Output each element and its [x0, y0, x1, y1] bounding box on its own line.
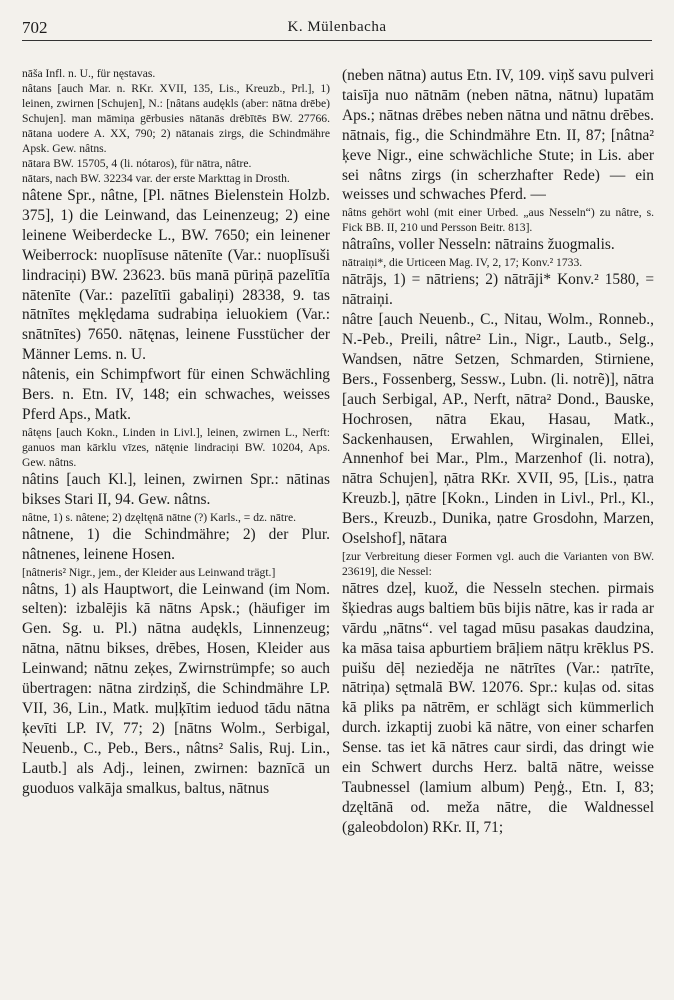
page-number: 702	[22, 18, 48, 37]
entry-natre: nâtre [auch Neuenb., C., Nitau, Wolm., Ronneb., N.-Peb., Preili, nâtre² Lin., Nigr., Lautb., Selg., Wandsen, nātre Setzen, Schmarden, Stirniene, Bers., Fossenberg, Sessw., Lubn. (li. notrẽ)], nātra [auch Serbigal, AP., Nerft, nātra² Dond., Bauske, Hochrosen, nātra Ekau, Hasau, Matk., Sackenhausen, Erwahlen, Wirginalen, Ellei, Annenhof bei Mar., Plm., Marzenhof (li. notra), nātra Schujen], ņātra RKr. XVII, 95, [Lis., ņatra Kreuzb.], ņātre [Kokn., Linden in Livl., Prl., Kl., Bers., Kreuzb., Dunika, ņatre Grosdohn, Marzen, Oselshof], nātara	[342, 311, 654, 548]
right-column	[342, 66, 654, 994]
entry-natens: nâtęns [auch Kokn., Linden in Livl.], leinen, zwirnen L., Nerft: ganuos man kārklu vīzes, nātęnie lindraciņi BW. 10204, Aps. Gew. nâtns.	[22, 425, 330, 469]
entry-natre-note: [zur Verbreitung dieser Formen vgl. auch die Varianten von BW. 23619], die Nessel:	[342, 549, 654, 578]
page-header	[22, 16, 652, 41]
left-column	[22, 66, 330, 994]
entry-natrajs: nātrājs, 1) = nātriens; 2) nātrāji* Konv.² 1580, = nātraiņi.	[342, 271, 654, 309]
entry-natre-senses: nātres dzeļ, kuož, die Nesseln stechen. pirmais šķiedras augs baltiem būs bijis nātre, kas ir rada ar vārdu „nātns“. vel tagad mūsu pasakas daudzina, ka māsa taisa apburtiem brāļiem nātŗu krēklus PS. puišu dēļ nezieděja ne nātrītes (Var.: ņatrīte, nātriņa) sętmalā BW. 12076. Spr.: kuļas od. sitas kā pliks pa nātrēm, er schlägt sich kümmerlich durch. izkaptij zuobi kā nātre, von einer scharfen Sense. tas iet kā nātres caur sirdi, das dringt wie ein Schwert durchs Herz. baltā nātre, weisse Taubnessel (lamium album) Peŋģ., Etn. I, 83; dzęltānā od. meža nātre, die Waldnessel (galeobdolon) RKr. II, 71;	[342, 579, 654, 836]
entry-natrains: nâtraîns, voller Nesseln: nātrains žuogmalis.	[342, 236, 615, 254]
entry-natraini: nātraiņi*, die Urticeen Mag. IV, 2, 17; Konv.² 1733.	[342, 256, 583, 270]
entry-natnene: nâtnene, 1) die Schindmähre; 2) der Plur. nâtnenes, leinene Hosen.	[22, 525, 330, 563]
entry-natns-continued: (neben nātna) autus Etn. IV, 109. viņš savu pulveri taisīja nuo nātnām (neben nātna, nātnu) lupatām Aps.; nātnas drēbes neben nātna und nātnu drēbes. nātnais, fig., die Schindmähre Etn. II, 87; [nâtna² ķeve Nigr., eine schwächliche Stute; in Lis. aber sei nâtns zirgs (in scherzhafter Rede) — ein weisses und schwaches Pferd. —	[342, 67, 654, 204]
entry-natins: nâtins [auch Kl.], leinen, zwirnen Spr.: nātinas bikses Stari II, 94. Gew. nâtns.	[22, 470, 330, 508]
running-title: K. Mülenbacha	[287, 19, 387, 35]
entry-natns-etymology: nâtns gehört wohl (mit einer Urbed. „aus Nesseln“) zu nâtre, s. Fick BB. II, 210 und Persson Beitr. 813].	[342, 206, 654, 235]
entry-natne: nâtne, 1) s. nâtene; 2) dzęltęnā nātne (?) Karls., = dz. nātre.	[22, 510, 297, 524]
entry-natene: nâtene Spr., nâtne, [Pl. nātnes Bielenstein Holzb. 375], 1) die Leinwand, das Leinenzeug; 2) eine leinene Weiberdecke L., BW. 7650; ein leinener Weiberrock: nuoplīsuse nātenīte (Var.: nuoplīsuši lindraciņi) BW. 23623. būs manā pūriņā pazelītīa nātenīte (Var.: pazelītīi gabaliņi) 28338, 9. tas nātnītes męklędama sudrabiņa ieluokiem (Var.: snātnītes) 7650. nātęnas, leinene Fusstücher der Männer Lems. n. U.	[22, 187, 330, 364]
entry-natans: nâtans [auch Mar. n. RKr. XVII, 135, Lis., Kreuzb., Prl.], 1) leinen, zwirnen [Schujen], N.: [nâtans audękls (aber: nātna drēbe) Schujen]. man māmiņa gērbusies nātanās drēbītēs BW. 27766. nātana uodere A. XX, 790; 2) nātanais zirgs, die Schindmähre Apsk. Gew. nâtns.	[22, 82, 330, 155]
entry-natars: nātars, nach BW. 32234 var. der erste Markttag in Drosth.	[22, 172, 290, 185]
entry-natara: nātara BW. 15705, 4 (li. nótaros), für nātra, nâtre.	[22, 157, 252, 170]
entry-nasa: nāša Infl. n. U., für nęstavas.	[22, 67, 156, 80]
entry-natneris: [nâtneris² Nigr., jem., der Kleider aus Leinwand trägt.]	[22, 565, 276, 579]
entry-natns: nâtns, 1) als Hauptwort, die Leinwand (im Nom. selten): izbalējis kā nātns Apsk.; (häufiger im Gen. Sg. u. Pl.) nātna audękls, Linnenzeug; nātna, nātnu bikses, drēbes, Hosen, Kleider aus Leinwand; nātnu zeķes, Zwirnstrümpfe; so auch übertragen: nātna zirdziņš, die Schindmähre LP. VII, 36, Lin., Matk. muļķītim ieduod tādu nātna ķevīti LP. IV, 77; 2) [nātns Wolm., Serbigal, Neuenb., C., Peb., Bers., nâtns² Salis, Ruj. Lin., Lautb.] als Adj., leinen, zwirnen: baznīcā un guoduos valkāja smalkus, baltus, nātnus	[22, 580, 330, 797]
entry-natenis: nâtenis, ein Schimpfwort für einen Schwächling Bers. n. Etn. IV, 148; ein schwaches, weisses Pferd Aps., Matk.	[22, 366, 330, 423]
